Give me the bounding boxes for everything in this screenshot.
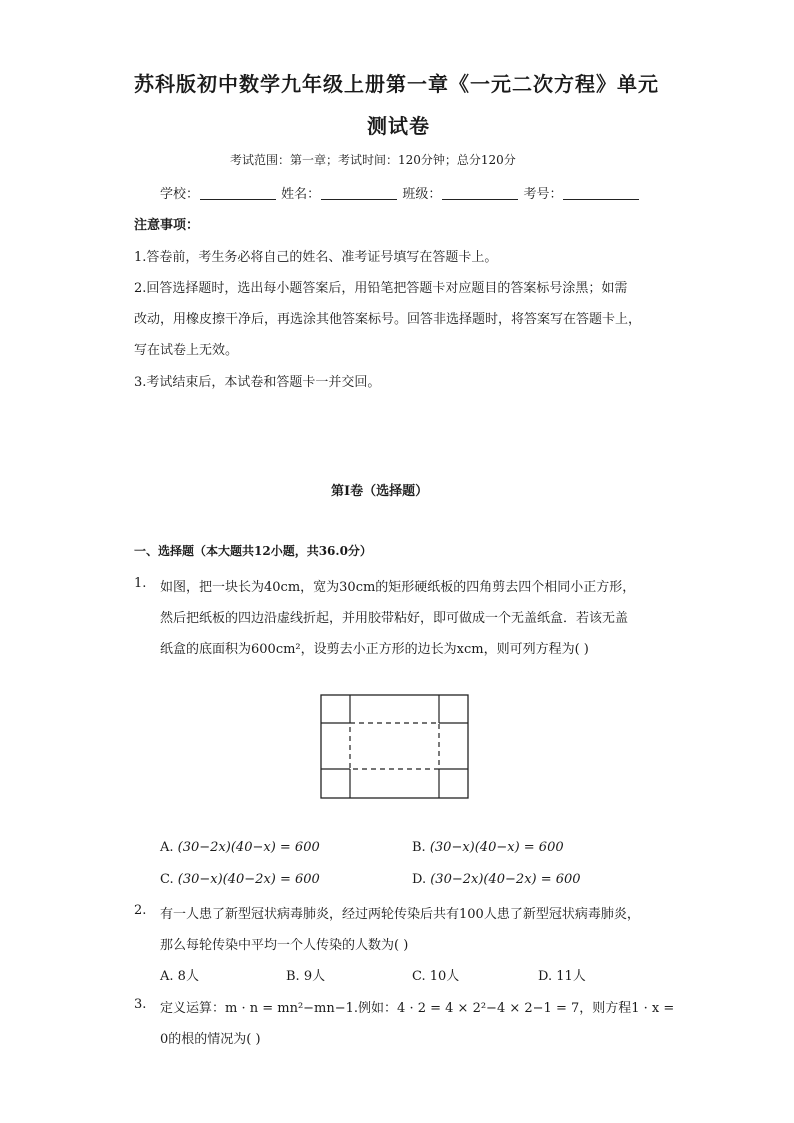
exam-no-label: 考号： — [523, 187, 563, 202]
option-label: A. — [160, 969, 174, 984]
question-number: 2. — [134, 903, 147, 918]
question-text-line: 如图，把一块长为40cm，宽为30cm的矩形硬纸板的四角剪去四个相同小正方形， — [160, 580, 636, 595]
figure-fold-lines — [350, 723, 439, 769]
question-text-line: 纸盒的底面积为600cm²，设剪去小正方形的边长为xcm，则可列方程为( ) — [160, 642, 589, 657]
option-label: D. — [538, 969, 553, 984]
option-label: D. — [412, 872, 427, 887]
question-text-line: 那么每轮传染中平均一个人传染的人数为( ) — [160, 938, 409, 953]
name-blank[interactable] — [321, 187, 397, 200]
option-b[interactable] — [286, 965, 325, 984]
option-label: B. — [412, 840, 426, 855]
note-item: 3.考试结束后，本试卷和答题卡一并交回。 — [134, 375, 381, 390]
question-text-line: 0的根的情况为( ) — [160, 1032, 261, 1047]
exam-no-blank[interactable] — [563, 187, 639, 200]
option-text: 11人 — [556, 969, 586, 984]
option-text: 9人 — [303, 969, 326, 984]
option-b[interactable] — [412, 840, 564, 855]
option-text: (30−2x)(40−x) = 600 — [177, 840, 320, 855]
option-text: (30−2x)(40−2x) = 600 — [430, 872, 581, 887]
option-text: (30−x)(40−x) = 600 — [429, 840, 564, 855]
note-item: 改动，用橡皮擦干净后，再选涂其他答案标号。回答非选择题时，将答案写在答题卡上， — [134, 312, 642, 327]
note-item: 写在试卷上无效。 — [134, 343, 239, 358]
document-title-line2: 测试卷 — [367, 114, 430, 138]
cardboard-figure — [320, 694, 470, 800]
class-label: 班级： — [402, 187, 442, 202]
name-label: 姓名： — [281, 187, 321, 202]
note-item: 1.答卷前，考生务必将自己的姓名、准考证号填写在答题卡上。 — [134, 250, 498, 265]
school-blank[interactable] — [200, 187, 276, 200]
option-a[interactable] — [160, 840, 320, 855]
option-label: A. — [160, 840, 174, 855]
question-text-line: 定义运算：m · n = mn²−mn−1.例如：4 · 2 = 4 × 2²−4 × 2−1 = 7，则方程1 · x = — [160, 1001, 675, 1016]
notes-heading: 注意事项： — [134, 218, 200, 233]
option-label: B. — [286, 969, 300, 984]
option-label: C. — [412, 969, 426, 984]
figure-outer-rect — [321, 695, 468, 798]
option-c[interactable] — [160, 872, 320, 887]
student-info-row — [160, 183, 640, 202]
note-item: 2.回答选择题时，选出每小题答案后，用铅笔把答题卡对应题目的答案标号涂黑；如需 — [134, 281, 628, 296]
option-text: 10人 — [429, 969, 460, 984]
option-text: (30−x)(40−2x) = 600 — [177, 872, 320, 887]
school-label: 学校： — [160, 187, 200, 202]
class-blank[interactable] — [442, 187, 518, 200]
question-number: 3. — [134, 997, 147, 1012]
option-label: C. — [160, 872, 174, 887]
volume-title: 第Ⅰ卷（选择题） — [331, 484, 429, 499]
option-c[interactable] — [412, 965, 459, 984]
part-title: 一、选择题（本大题共12小题，共36.0分） — [134, 544, 372, 558]
option-a[interactable] — [160, 965, 199, 984]
document-title-line1: 苏科版初中数学九年级上册第一章《一元二次方程》单元 — [134, 72, 659, 96]
question-number: 1. — [134, 576, 147, 591]
question-text-line: 有一人患了新型冠状病毒肺炎，经过两轮传染后共有100人患了新型冠状病毒肺炎， — [160, 907, 640, 922]
exam-info: 考试范围：第一章；考试时间：120分钟；总分120分 — [230, 153, 516, 167]
option-d[interactable] — [538, 965, 586, 984]
option-text: 8人 — [177, 969, 199, 984]
option-d[interactable] — [412, 872, 581, 887]
question-text-line: 然后把纸板的四边沿虚线折起，并用胶带粘好，即可做成一个无盖纸盒．若该无盖 — [160, 611, 629, 626]
